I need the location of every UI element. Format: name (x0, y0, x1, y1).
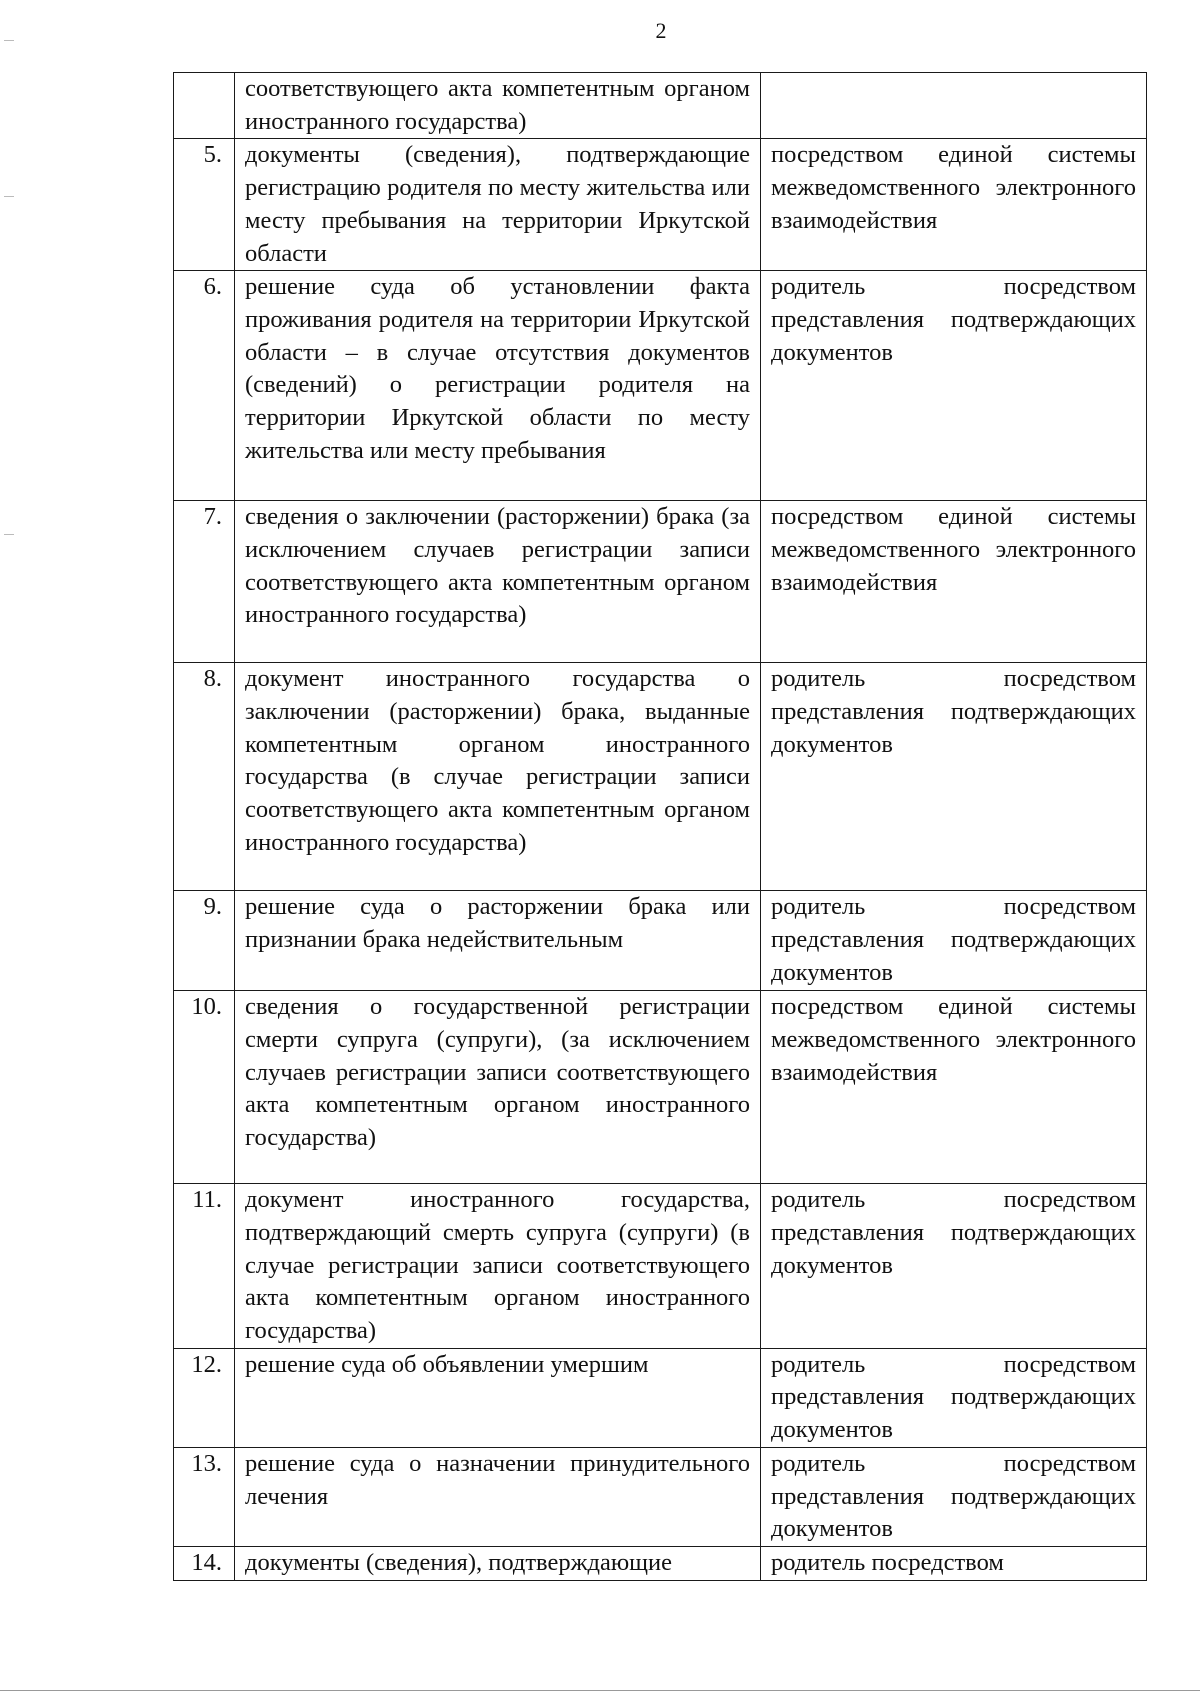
document-cell: документ иностранного государства о заключении (расторжении) брака, выданные компетентным органом иностранного государства (в случае регистрации записи соответствующего акта компетентным органом иностранного государства) (235, 663, 761, 891)
source-cell: посредством единой системы межведомственного электронного взаимодействия (761, 991, 1147, 1184)
row-number: 5. (174, 139, 235, 271)
document-cell: сведения о заключении (расторжении) брака (за исключением случаев регистрации записи соответствующего акта компетентным органом иностранного государства) (235, 501, 761, 663)
documents-table (173, 72, 1147, 1581)
table-row (174, 271, 1147, 501)
table-row (174, 73, 1147, 139)
source-cell: родитель посредством (761, 1546, 1147, 1580)
row-number: 7. (174, 501, 235, 663)
row-number: 12. (174, 1348, 235, 1447)
row-number: 13. (174, 1447, 235, 1546)
scan-bottom-edge (0, 1690, 1200, 1691)
document-cell: соответствующего акта компетентным органом иностранного государства) (235, 73, 761, 139)
row-number: 11. (174, 1184, 235, 1349)
document-cell: решение суда о расторжении брака или признании брака недействительным (235, 891, 761, 991)
scan-edge-mark (4, 196, 14, 197)
document-cell: документы (сведения), подтверждающие (235, 1546, 761, 1580)
source-cell: родитель посредством представления подтверждающих документов (761, 1184, 1147, 1349)
source-cell: родитель посредством представления подтверждающих документов (761, 1447, 1147, 1546)
row-number: 14. (174, 1546, 235, 1580)
table-row (174, 1348, 1147, 1447)
source-cell: посредством единой системы межведомственного электронного взаимодействия (761, 501, 1147, 663)
row-number: 9. (174, 891, 235, 991)
table-row (174, 663, 1147, 891)
document-cell: решение суда об объявлении умершим (235, 1348, 761, 1447)
source-cell: родитель посредством представления подтверждающих документов (761, 271, 1147, 501)
document-cell: решение суда о назначении принудительного лечения (235, 1447, 761, 1546)
page-number: 2 (655, 18, 667, 43)
table-row (174, 891, 1147, 991)
document-cell: документы (сведения), подтверждающие регистрацию родителя по месту жительства или месту пребывания на территории Иркутской области (235, 139, 761, 271)
document-cell: решение суда об установлении факта проживания родителя на территории Иркутской области – в случае отсутствия документов (сведений) о регистрации родителя на территории Иркутской области по месту жительства или месту пребывания (235, 271, 761, 501)
table-row (174, 1184, 1147, 1349)
table-row (174, 991, 1147, 1184)
source-cell: посредством единой системы межведомственного электронного взаимодействия (761, 139, 1147, 271)
source-cell (761, 73, 1147, 139)
scan-edge-mark (4, 40, 14, 41)
table-row (174, 501, 1147, 663)
scan-edge-mark (4, 534, 14, 535)
table-row (174, 1447, 1147, 1546)
table-row (174, 139, 1147, 271)
document-cell: сведения о государственной регистрации смерти супруга (супруги), (за исключением случаев регистрации записи соответствующего акта компетентным органом иностранного государства) (235, 991, 761, 1184)
row-number: 10. (174, 991, 235, 1184)
table-row (174, 1546, 1147, 1580)
row-number: 6. (174, 271, 235, 501)
source-cell: родитель посредством представления подтверждающих документов (761, 891, 1147, 991)
source-cell: родитель посредством представления подтверждающих документов (761, 1348, 1147, 1447)
row-number (174, 73, 235, 139)
row-number: 8. (174, 663, 235, 891)
document-cell: документ иностранного государства, подтверждающий смерть супруга (супруги) (в случае регистрации записи соответствующего акта компетентным органом иностранного государства) (235, 1184, 761, 1349)
source-cell: родитель посредством представления подтверждающих документов (761, 663, 1147, 891)
